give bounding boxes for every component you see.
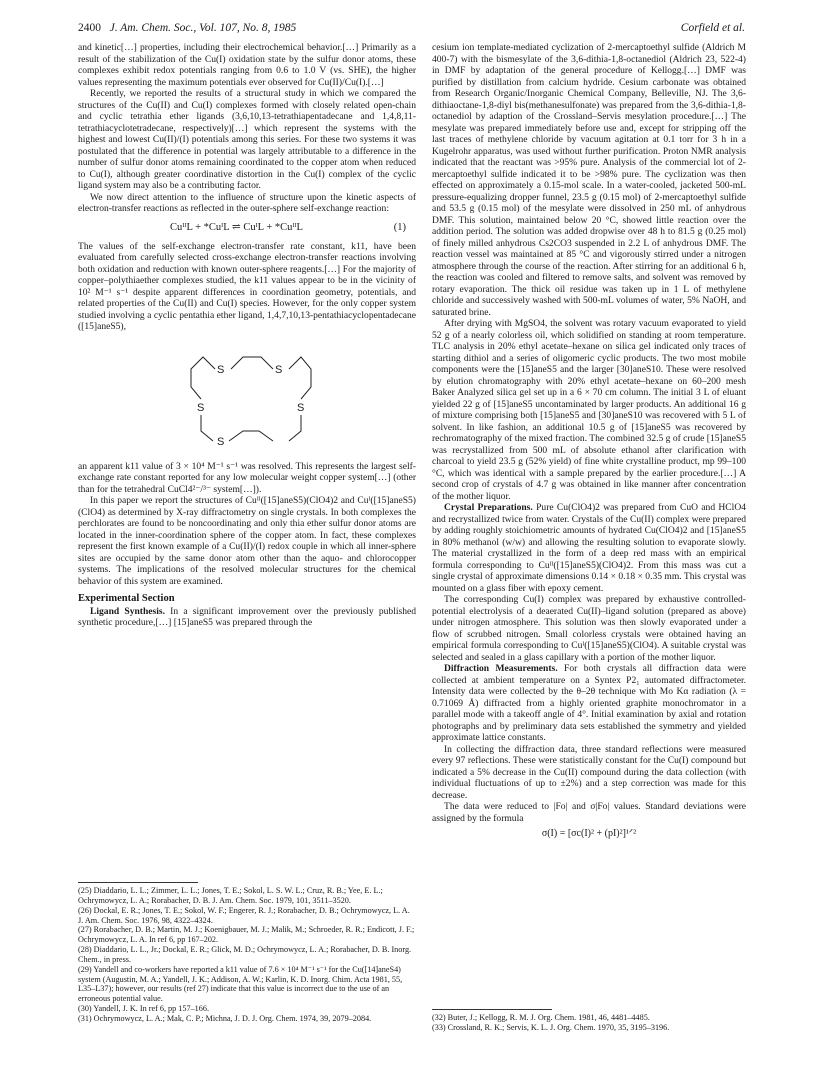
paragraph-text: In a significant improvement over the previously published synthetic procedure,[…] [15]aneS5 was prepared through the xyxy=(78,605,416,629)
paragraph: After drying with MgSO4, the solvent was rotary vacuum evaporated to yield 52 g of a nearly colorless oil, which solidified on standing at room temperature. TLC analysis in 20% ethyl acetate–hexane on silica gel indicated only traces of starting dithiol and a series of oligomeric cyclic products. The two most mobile components were the [15]aneS5 and the larger [30]aneS10. These were resolved by elution chromatography with 20% ethyl acetate–hexane on 60–200 mesh Baker Analyzed silica gel set up in a 6 × 70 cm column. The initial 3 L of eluant yielded 22 g of [15]aneS5 uncontaminated by larger products. An additional 16 g of mixture comprising both [15]aneS5 and [30]aneS10 was recovered with 5 L of solvent. In like fashion, an additional 10.5 g of [15]aneS5 was recovered by rechromatography of the mixed fraction. The combined 32.5 g of crude [15]aneS5 was recrystallized from 500 mL of absolute ethanol after clarification with charcoal to yield 23.5 g (52% yield) of fine white crystalline product, mp 99–100 °C, which was identical with a sample prepared by the earlier procedure.[…] A second crop of crystals of 4.7 g was obtained in like manner after concentration of the mother liquor. xyxy=(432,318,746,502)
paragraph: In collecting the diffraction data, three standard reflections were measured every 97 reflections. These were statistically constant for the Cu(I) compound but indicated a 5% decrease in the Cu(II) compound during the data collection (with individual fluctuations of up to ±2%) and a step correction was made for this decrease. xyxy=(432,743,746,801)
left-column xyxy=(78,42,416,629)
journal-citation: J. Am. Chem. Soc., Vol. 107, No. 8, 1985 xyxy=(109,22,297,34)
chemical-structure xyxy=(78,333,416,461)
formula: σ(I) = [σc(I)² + (pI)²]¹ᐟ² xyxy=(541,828,637,839)
paragraph xyxy=(432,502,746,594)
pentathia-ring-diagram xyxy=(173,335,323,459)
paragraph xyxy=(78,606,416,629)
equation-number: (1) xyxy=(393,221,406,233)
footnote-list xyxy=(78,886,416,1024)
footnote: (25) Diaddario, L. L.; Zimmer, L. L.; Jones, T. E.; Sokol, L. S. W. L.; Cruz, R. B.; Yee, E. L.; Ochrymowycz, L. A.; Rorabacher, D. B. J. Am. Chem. Soc. 1979, 101, 3511–3520. xyxy=(78,886,383,905)
page-number: 2400 xyxy=(78,22,101,34)
sulfur-atom-label: S xyxy=(197,401,205,414)
footnote-rule xyxy=(78,882,198,883)
right-column xyxy=(432,42,746,844)
run-in-heading: Diffraction Measurements. xyxy=(444,663,558,674)
footnote: (26) Dockal, E. R.; Jones, T. E.; Sokol, W. F.; Engerer, R. J.; Rorabacher, D. B.; Ochrymowycz, L. A. J. Am. Chem. Soc. 1976, 98, 4322–4324. xyxy=(78,905,410,925)
running-header xyxy=(78,22,745,38)
section-heading: Experimental Section xyxy=(78,593,175,604)
run-in-heading: Crystal Preparations. xyxy=(444,502,533,513)
paragraph: In this paper we report the structures of Cuᴵᴵ([15]aneS5)(ClO4)2 and Cuᴵ([15]aneS5)(ClO4) as determined by X-ray diffractometry on single crystals. In both complexes the perchlorates are found to be noncoordinating and only thia ether sulfur donor atoms are located in the inner-coordination sphere of the copper atom. In fact, these complexes represent the first known example of a Cu(II)/(I) redox couple in which all inner-sphere sites are occupied by the same donor atom other than the aquo- and chlorocopper systems. The implications of the resolved molecular structures for the chemical behavior of this system are examined. xyxy=(78,495,416,587)
sulfur-atom-label: S xyxy=(275,363,283,376)
footnote: (27) Rorabacher, D. B.; Martin, M. J.; Koenigbauer, M. J.; Malik, M.; Schroeder, R. R.; Endicott, J. F.; Ochrymowycz, L. A. In ref 6, pp 167–202. xyxy=(78,925,415,945)
paragraph: Recently, we reported the results of a structural study in which we compared the structures of the Cu(II) and Cu(I) complexes formed with closely related open-chain and cyclic tetrathia ether ligands (3,6,10,13-tetrathiapentadecane and 1,4,8,11-tetrathiacyclotetradecane, respectively)[…] which represent the systems with the highest and lowest Cu(II)/(I) potentials among this series. For these two systems it was postulated that the difference in potential was largely attributable to a difference in the number of sulfur donor atoms remaining coordinated to the copper atom when reduced to Cu(I), although greater coordinative distortion in the Cu(I) complex of the cyclic ligand system may also be a contributing factor. xyxy=(78,88,416,191)
footnote: (32) Buter, J.; Kellogg, R. M. J. Org. Chem. 1981, 46, 4481–4485. xyxy=(432,1013,650,1022)
footnote-list xyxy=(432,1013,746,1033)
footnotes-right xyxy=(432,1003,746,1033)
sulfur-atom-label: S xyxy=(217,363,225,376)
paragraph: cesium ion template-mediated cyclization of 2-mercaptoethyl sulfide (Aldrich M 400-7) with the bismesylate of the 3,6-dithia-1,8-octanediol (Aldrich 23, 522-4) in DMF by adaptation of the general procedure of Kellogg.[…] DMF was purified by distillation from calcium hydride. Cesium carbonate was obtained from Research Organic/Inorganic Chemical Company, Belleville, NJ. The 3,6-dithiaoctane-1,8-diyl bis(methanesulfonate) was prepared from the 3,6-dithia-1,8-octanediol by adaption of the Crossland–Servis mesylation procedure.[…] The mesylate was prepared immediately before use and, except for stripping off the last traces of methylene chloride by vacuum agitation at 0.1 torr for 3 h in a Kugelrohr apparatus, was used without further purification. Proton NMR analysis indicated that the reactant was >95% pure. Analysis of the commercial lot of 2-mercaptoethyl sulfide indicated it to be >98% pure. The cyclization was then effected on approximately a 0.15-mol scale. In a water-cooled, jacketed 500-mL pressure-equalizing dropper funnel, 23.5 g (0.15 mol) of 2-mercaptoethyl sulfide and 53.5 g (0.15 mol) of the mesylate were dissolved in 250 mL of anhydrous DMF. This solution, maintained below 20 °C, showed little reaction over the addition period. The solution was added dropwise over 48 h to 81.5 g (0.25 mol) of finely milled anhydrous Cs2CO3 suspended in 2.2 L of anhydrous DMF. The reaction vessel was maintained at 85 °C and vigorously stirred under a nitrogen atmosphere through the course of the reaction. After stirring for an additional 6 h, the reaction was cooled and filtered to remove salts, and solvent was removed by rotary evaporation. The thick oil residue was taken up in 1 L of methylene chloride and successively washed with 500-mL volumes of water, 5% NaOH, and saturated brine. xyxy=(432,42,746,318)
footnote: (29) Yandell and co-workers have reported a k11 value of 7.6 × 10⁴ M⁻¹ s⁻¹ for the Cu([14]aneS4) system (Augustin, M. A.; Yandell, J. K.; Addison, A. W.; Karlin, K. D. Inorg. Chim. Acta 1981, 55, L35–L37); however, our results (ref 27) indicate that this value is incorrect due to the use of an erroneous potential value. xyxy=(78,964,403,1004)
equation-block xyxy=(78,220,416,238)
author-running-head: Corfield et al. xyxy=(680,22,745,34)
footnotes-left xyxy=(78,876,416,1024)
paragraph xyxy=(432,663,746,744)
paragraph: The data were reduced to |Fo| and σ|Fo| values. Standard deviations were assigned by the formula xyxy=(432,801,746,824)
footnote-rule xyxy=(432,1009,552,1010)
footnote: (31) Ochrymowycz, L. A.; Mak, C. P.; Michna, J. D. J. Org. Chem. 1974, 39, 2079–2084. xyxy=(78,1013,372,1023)
footnote: (33) Crossland, R. K.; Servis, K. L. J. Org. Chem. 1970, 35, 3195–3196. xyxy=(432,1022,670,1032)
paragraph: The values of the self-exchange electron-transfer rate constant, k11, have been evaluated from carefully selected cross-exchange electron-transfer reactions involving both oxidation and reduction with known outer-sphere reagents.[…] For the majority of copper–polythiaether complexes studied, the k11 values appear to be in the vicinity of 10² M⁻¹ s⁻¹ despite apparent differences in coordination geometry, potentials, and related properties of the Cu(II) and Cu(I) species. However, for the only copper system studied involving a cyclic pentathia ether ligand, 1,4,7,10,13-pentathiacyclopentadecane ([15]aneS5), xyxy=(78,240,416,332)
run-in-heading: Ligand Synthesis. xyxy=(90,605,165,617)
equation: CuᴵᴵL + *CuᴵL ⇌ CuᴵL + *CuᴵᴵL xyxy=(170,221,303,233)
paragraph: an apparent k11 value of 3 × 10⁴ M⁻¹ s⁻¹ was resolved. This represents the largest self-exchange rate constant reported for any low molecular weight copper system[…] (other than for the tetrahedral CuCl4²⁻/³⁻ system[…]). xyxy=(78,460,416,495)
footnote: (28) Diaddario, L. L., Jr.; Dockal, E. R.; Glick, M. D.; Ochrymowycz, L. A.; Rorabacher, D. B. Inorg. Chem., in press. xyxy=(78,945,412,964)
paragraph-text: Pure Cu(ClO4)2 was prepared from CuO and HClO4 and recrystallized twice from water. Crystals of the Cu(II) complex were prepared by adding roughly stoichiometric amounts of hydrated Cu(ClO4)2 and [15]aneS5 in 80% methanol (w/w) and allowing the resulting solution to evaporate slowly. The material crystallized in the form of a deep red mass with an empirical formula corresponding to Cuᴵᴵ([15]aneS5)(ClO4)2. From this mass was cut a single crystal of approximate dimensions 0.14 × 0.18 × 0.35 mm. This crystal was mounted on a glass fiber with epoxy cement. xyxy=(432,502,746,594)
sulfur-atom-label: S xyxy=(297,401,305,414)
paragraph-text: For both crystals all diffraction data were collected at ambient temperature on a Syntex P2₁ automated diffractometer. Intensity data were collected by the θ–2θ technique with Mo Kα radiation (λ = 0.71069 Å) diffracted from a highly oriented graphite monochromator in a parallel mode with a takeoff angle of 4°. Initial examination by axial and rotation photographs and by preliminary data sets established the symmetry and yielded approximate lattice constants. xyxy=(432,663,746,743)
header-left xyxy=(78,22,296,34)
paragraph: We now direct attention to the influence of structure upon the kinetic aspects of electron-transfer reactions as reflected in the outer-sphere self-exchange reaction: xyxy=(78,191,416,214)
paragraph: and kinetic[…] properties, including their electrochemical behavior.[…] Primarily as a result of the stabilization of the Cu(I) oxidation state by the sulfur donor atoms, these complexes exhibit redox potentials ranging from 0.6 to 1.0 V (vs. SHE), the higher values representing the maximum potentials ever observed for Cu(II)/Cu(I).[…] xyxy=(78,42,416,88)
footnote: (30) Yandell, J. K. In ref 6, pp 157–166. xyxy=(78,1004,209,1014)
sulfur-atom-label: S xyxy=(217,435,225,448)
paragraph: The corresponding Cu(I) complex was prepared by exhaustive controlled-potential electrolysis of a deaerated Cu(II)–ligand solution (prepared as above) under nitrogen atmosphere. This solution was then slowly evaporated under a flow of scrubbed nitrogen. Small colorless crystals were obtained having an empirical formula corresponding to Cuᴵ([15]aneS5)(ClO4). A suitable crystal was selected and sealed in a glass capillary with a portion of the mother liquor. xyxy=(432,594,746,663)
